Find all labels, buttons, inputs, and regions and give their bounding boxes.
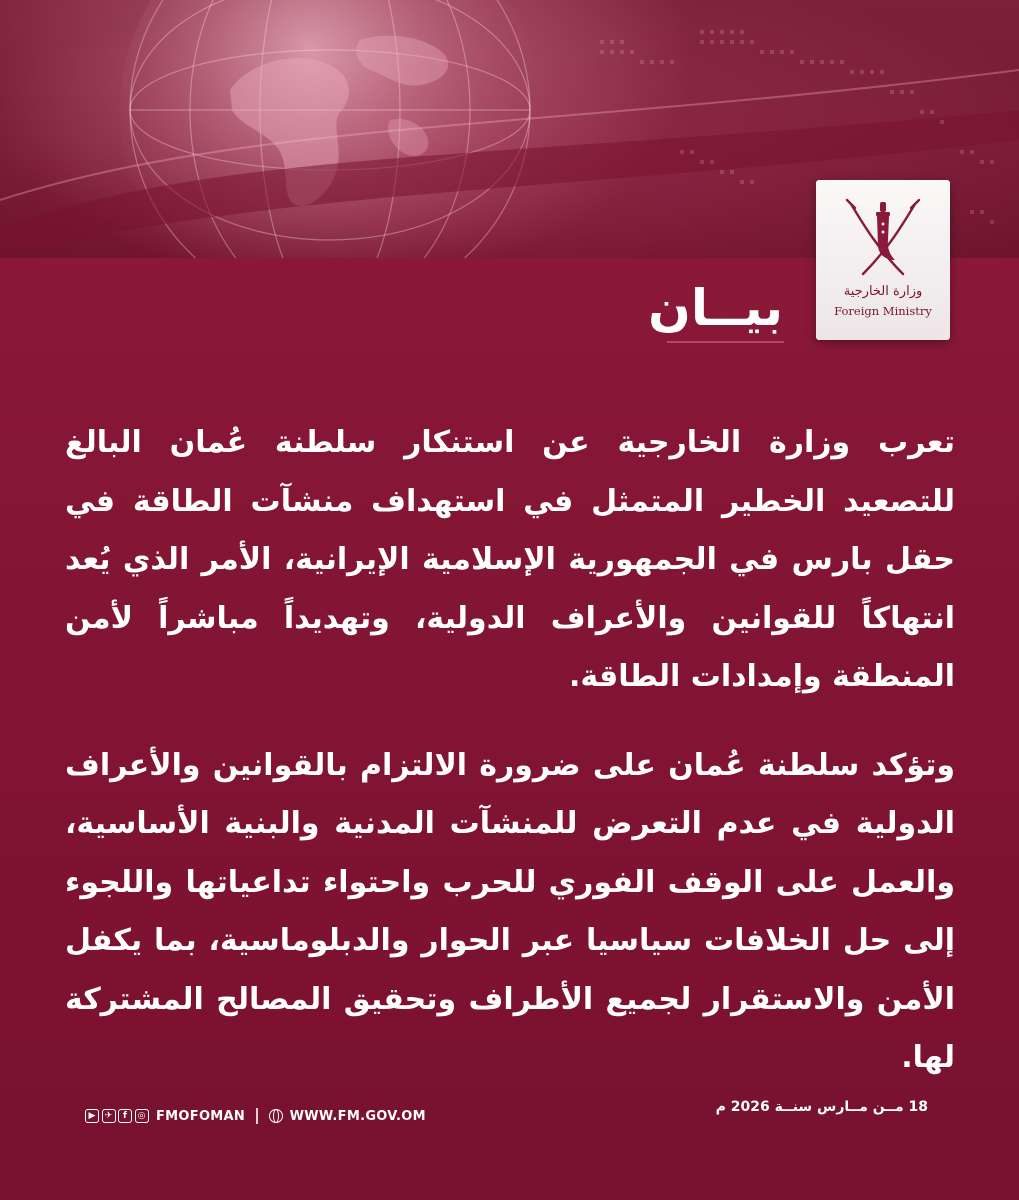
youtube-icon[interactable]: ▶ (85, 1109, 99, 1123)
facebook-icon[interactable]: f (118, 1109, 132, 1123)
statement-paragraph-1: تعرب وزارة الخارجية عن استنكار سلطنة عُمان البالغ للتصعيد الخطير المتمثل في استهداف منشآت الطاقة في حقل بارس في الجمهورية الإسلامية الإيرانية، الأمر الذي يُعد انتهاكاً للقوانين والأعراف الدولية، وتهديداً مباشراً لأمن المنطقة وإمدادات الطاقة. (65, 425, 955, 694)
twitter-icon[interactable]: ✈ (102, 1109, 116, 1123)
divider (256, 1108, 258, 1124)
ministry-logo (816, 180, 950, 340)
statement-date: 18 مــن مــارس سنــة 2026 م (715, 1099, 928, 1115)
logo-english-text: Foreign Ministry (834, 304, 932, 318)
instagram-icon[interactable]: ◎ (135, 1109, 149, 1123)
khanjar-emblem-icon (843, 194, 923, 282)
title-underline (667, 341, 784, 343)
logo-arabic-text: وزارة الخارجية (843, 284, 923, 299)
website-link[interactable]: WWW.FM.GOV.OM (289, 1108, 426, 1124)
contact-bar (85, 1105, 426, 1127)
social-handle[interactable]: FMOFOMAN (156, 1108, 246, 1124)
statement-body (65, 414, 955, 1088)
statement-paragraph-2: وتؤكد سلطنة عُمان على ضرورة الالتزام بالقوانين والأعراف الدولية في عدم التعرض للمنشآت المدنية والبنية الأساسية، والعمل على الوقف الفوري للحرب واحتواء تداعياتها واللجوء إلى حل الخلافات سياسيا عبر الحوار والدبلوماسية، بما يكفل الأمن والاستقرار لجميع الأطراف وتحقيق المصالح المشتركة لها. (65, 747, 955, 1075)
globe-icon (269, 1109, 283, 1123)
page-title: بيــان (648, 279, 783, 337)
